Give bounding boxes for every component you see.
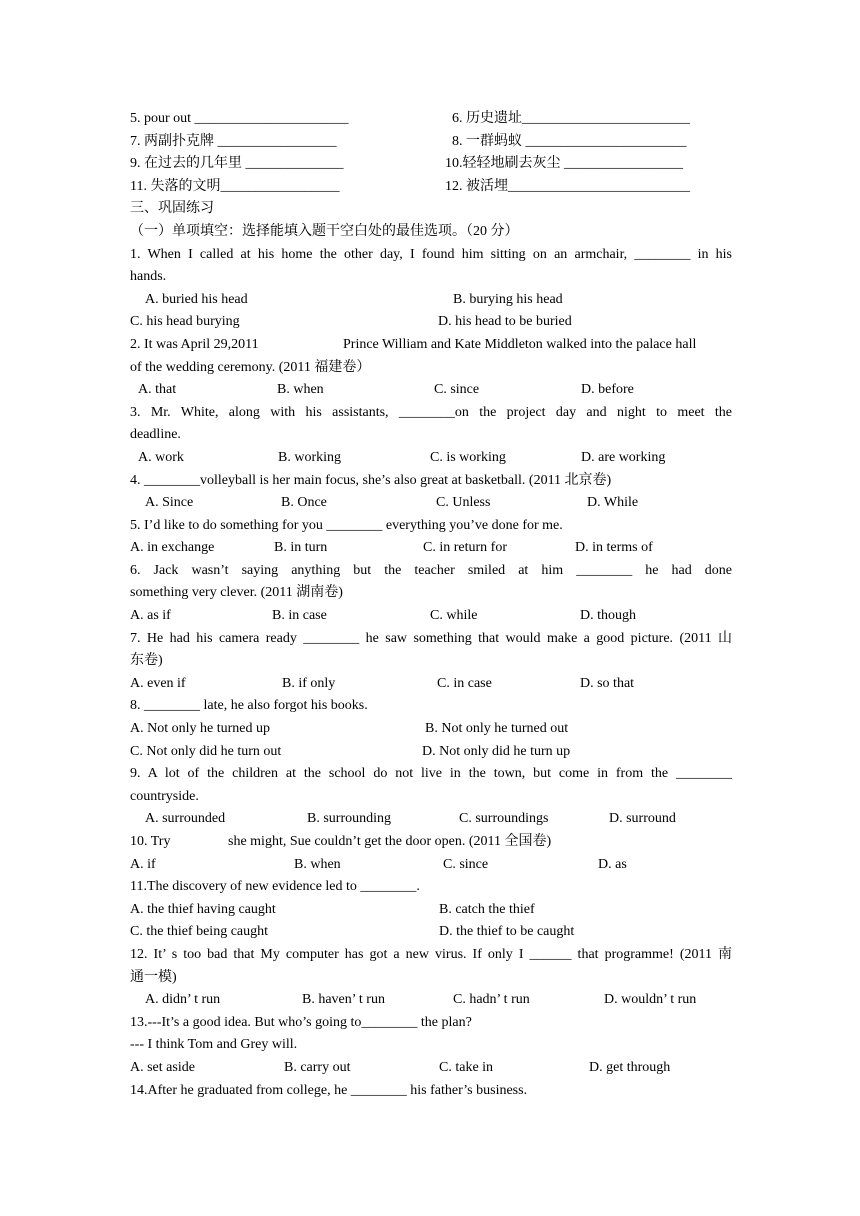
- vocab-item: 11. 失落的文明_________________: [130, 178, 340, 194]
- question-stem: hands.: [130, 269, 167, 285]
- question-stem: of the wedding ceremony. (2011 福建卷）: [130, 359, 371, 375]
- vocab-item: 12. 被活埋__________________________: [445, 178, 690, 194]
- option-a: A. work: [138, 449, 184, 465]
- vocab-item: 6. 历史遗址________________________: [452, 111, 690, 126]
- option-a: A. the thief having caught: [130, 901, 276, 917]
- option-b: B. when: [294, 856, 341, 872]
- question-stem: 4. ________volleyball is her main focus, she’s also great at basketball. (2011 北京卷): [130, 472, 612, 488]
- option-b: B. burying his head: [453, 291, 563, 307]
- option-c: C. since: [443, 856, 489, 872]
- options-row: [130, 899, 732, 922]
- option-d: D. are working: [581, 449, 666, 465]
- option-b: B. catch the thief: [439, 901, 535, 917]
- option-d: D. surround: [609, 811, 676, 827]
- options-row: [130, 1057, 732, 1080]
- section-title: 三、巩固练习: [130, 201, 214, 217]
- option-a: A. didn’ t run: [145, 992, 221, 1008]
- question-stem: 3. Mr. White, along with his assistants, ________on the project day and night to meet the: [130, 404, 732, 420]
- option-d: D. get through: [589, 1059, 671, 1075]
- option-c: C. surroundings: [459, 811, 549, 827]
- options-row: [130, 989, 732, 1012]
- option-c: C. take in: [439, 1059, 494, 1075]
- option-b: B. in turn: [274, 540, 328, 556]
- vocab-item: 7. 两副扑克牌 _________________: [130, 133, 337, 149]
- vocab-row: [130, 153, 732, 176]
- option-a: A. Since: [145, 495, 194, 511]
- option-c: C. Unless: [436, 495, 491, 511]
- sub-title: （一）单项填空：选择能填入题干空白处的最佳选项。（20 分）: [130, 223, 519, 239]
- option-c: C. while: [430, 608, 478, 624]
- question-stem-part: Prince William and Kate Middleton walked into the palace hall: [343, 336, 697, 352]
- option-d: D. as: [598, 856, 627, 872]
- options-row: [130, 289, 732, 312]
- option-b: B. if only: [282, 675, 336, 691]
- option-c: C. since: [434, 382, 480, 398]
- option-a: A. buried his head: [145, 291, 248, 307]
- options-row: [130, 718, 732, 741]
- options-row: [130, 605, 732, 628]
- options-row: [130, 673, 732, 696]
- options-row: [130, 537, 732, 560]
- options-row: [130, 921, 732, 944]
- question-stem: something very clever. (2011 湖南卷): [130, 585, 343, 601]
- vocab-row: [130, 176, 732, 199]
- question-stem: [130, 334, 732, 357]
- question-stem: 14.After he graduated from college, he ________ his father’s business.: [130, 1082, 528, 1098]
- question-stem: 12. It’ s too bad that My computer has got a new virus. If only I ______ that programme! (2011 南: [130, 946, 732, 962]
- options-row: [130, 311, 732, 334]
- question-stem: countryside.: [130, 788, 199, 804]
- option-a: A. even if: [130, 675, 186, 691]
- options-row: [130, 492, 732, 515]
- option-c: C. in case: [437, 675, 492, 691]
- options-row: [130, 447, 732, 470]
- vocab-item: 10.轻轻地刷去灰尘 _________________: [445, 156, 683, 172]
- option-c: C. his head burying: [130, 314, 240, 330]
- question-stem: 11.The discovery of new evidence led to ________.: [130, 879, 420, 895]
- question-stem: 13.---It’s a good idea. But who’s going to________ the plan?: [130, 1014, 472, 1030]
- question-stem: 东卷): [130, 653, 163, 669]
- question-stem: [130, 831, 732, 854]
- question-stem: 6. Jack wasn’t saying anything but the teacher smiled at him ________ he had done: [130, 562, 732, 578]
- option-c: C. in return for: [423, 540, 507, 556]
- option-a: A. if: [130, 856, 156, 872]
- question-stem: 9. A lot of the children at the school do not live in the town, but come in from the ________: [130, 766, 732, 782]
- question-stem: 通一模): [130, 969, 177, 985]
- option-b: B. Once: [281, 495, 327, 511]
- option-c: C. Not only did he turn out: [130, 743, 282, 759]
- vocab-item: 5. pour out ______________________: [130, 111, 349, 126]
- vocab-row: [130, 108, 732, 131]
- question-stem: deadline.: [130, 427, 181, 443]
- option-b: B. haven’ t run: [302, 992, 385, 1008]
- options-row: [130, 808, 732, 831]
- option-c: C. the thief being caught: [130, 924, 269, 940]
- option-d: D. though: [580, 608, 636, 624]
- options-row: [130, 741, 732, 764]
- option-c: C. is working: [430, 449, 506, 465]
- option-d: D. wouldn’ t run: [604, 992, 697, 1008]
- option-a: A. as if: [130, 608, 171, 624]
- question-stem-part: 2. It was April 29,2011: [130, 336, 259, 352]
- option-d: D. While: [587, 495, 639, 511]
- option-b: B. working: [278, 449, 341, 465]
- options-row: [130, 379, 732, 402]
- option-d: D. the thief to be caught: [439, 924, 575, 940]
- option-c: C. hadn’ t run: [453, 992, 530, 1008]
- option-a: A. surrounded: [145, 811, 226, 827]
- option-a: A. Not only he turned up: [130, 721, 270, 737]
- option-b: B. when: [277, 382, 324, 398]
- question-stem: 8. ________ late, he also forgot his books.: [130, 698, 368, 714]
- option-b: B. in case: [272, 608, 327, 624]
- vocab-row: [130, 131, 732, 154]
- question-stem-part: 10. Try: [130, 834, 171, 849]
- worksheet-page: [130, 108, 732, 1102]
- option-b: B. carry out: [284, 1059, 351, 1075]
- option-d: D. Not only did he turn up: [422, 743, 571, 759]
- option-d: D. so that: [580, 675, 635, 691]
- option-d: D. before: [581, 382, 634, 398]
- question-stem: 1. When I called at his home the other day, I found him sitting on an armchair, ________ in his: [130, 246, 732, 262]
- options-row: [130, 854, 732, 877]
- option-d: D. his head to be buried: [438, 314, 572, 330]
- vocab-item: 8. 一群蚂蚁 _______________________: [452, 133, 687, 149]
- option-a: A. in exchange: [130, 540, 215, 556]
- option-b: B. Not only he turned out: [425, 721, 569, 737]
- question-stem: --- I think Tom and Grey will.: [130, 1037, 298, 1053]
- option-d: D. in terms of: [575, 540, 653, 556]
- option-a: A. that: [138, 382, 177, 398]
- option-a: A. set aside: [130, 1059, 195, 1075]
- question-stem-part: she might, Sue couldn’t get the door open. (2011 全国卷): [228, 834, 552, 849]
- vocab-item: 9. 在过去的几年里 ______________: [130, 156, 344, 172]
- question-stem: 5. I’d like to do something for you ________ everything you’ve done for me.: [130, 517, 563, 533]
- option-b: B. surrounding: [307, 811, 391, 827]
- question-stem: 7. He had his camera ready ________ he saw something that would make a good picture. (2011 山: [130, 630, 732, 646]
